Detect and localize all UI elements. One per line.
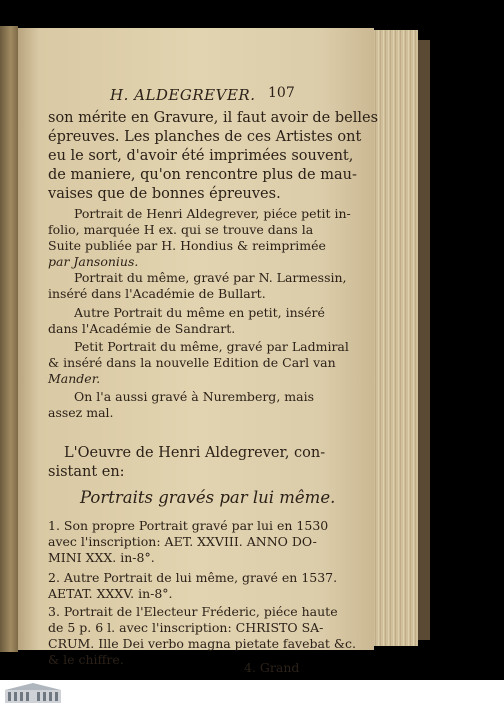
running-header: H. ALDEGREVER. [110,86,256,104]
page-number: 107 [268,85,295,101]
library-building-icon [4,682,62,704]
left-page-edge [0,26,18,652]
portrait-line: Portrait du même, gravé par N. Larmessin, [74,270,347,285]
item-line: CRUM. Ille Dei verbo magna pietate favebat &c. [48,636,357,651]
paragraph-line: vaises que de bonnes épreuves. [48,186,281,202]
paragraph-line: de maniere, qu'on rencontre plus de mau- [48,167,357,183]
section-subtitle: Portraits gravés par lui même. [80,488,336,507]
portrait-line: par Jansonius. [48,254,139,269]
portrait-line: On l'a aussi gravé à Nuremberg, mais [74,389,314,404]
oeuvre-line: L'Oeuvre de Henri Aldegrever, con- [64,445,326,461]
paragraph-line: son mérite en Gravure, il faut avoir de belles [48,110,379,126]
oeuvre-line: sistant en: [48,464,125,480]
catchword: 4. Grand [244,660,300,675]
item-line: & le chiffre. [48,652,124,667]
item-line: 1. Son propre Portrait gravé par lui en 1530 [48,518,329,533]
portrait-line: Suite publiée par H. Hondius & reimprimée [48,238,326,253]
item-line: 3. Portrait de l'Electeur Fréderic, piéce haute [48,604,338,619]
portrait-line: Portrait de Henri Aldegrever, piéce petit in- [74,206,351,221]
footer-bar [0,680,504,706]
paragraph-line: eu le sort, d'avoir été imprimées souvent, [48,148,354,164]
item-line: avec l'inscription: AET. XXVIII. ANNO DO- [48,534,317,549]
portrait-line: Autre Portrait du même en petit, inséré [74,305,325,320]
item-line: MINI XXX. in-8°. [48,550,155,565]
portrait-line: dans l'Académie de Sandrart. [48,321,236,336]
portrait-line: Petit Portrait du même, gravé par Ladmiral [74,339,349,354]
item-line: AETAT. XXXV. in-8°. [48,586,173,601]
portrait-line: inséré dans l'Académie de Bullart. [48,286,266,301]
paragraph-line: épreuves. Les planches de ces Artistes ont [48,129,362,145]
item-line: 2. Autre Portrait de lui même, gravé en 1537. [48,570,338,585]
page-stack-edge [372,30,418,646]
portrait-line: assez mal. [48,405,114,420]
item-line: de 5 p. 6 l. avec l'inscription: CHRISTO SA- [48,620,324,635]
portrait-line: Mander. [48,371,101,386]
portrait-line: & inséré dans la nouvelle Edition de Carl van [48,355,336,370]
portrait-line: folio, marquée H ex. qui se trouve dans la [48,222,314,237]
